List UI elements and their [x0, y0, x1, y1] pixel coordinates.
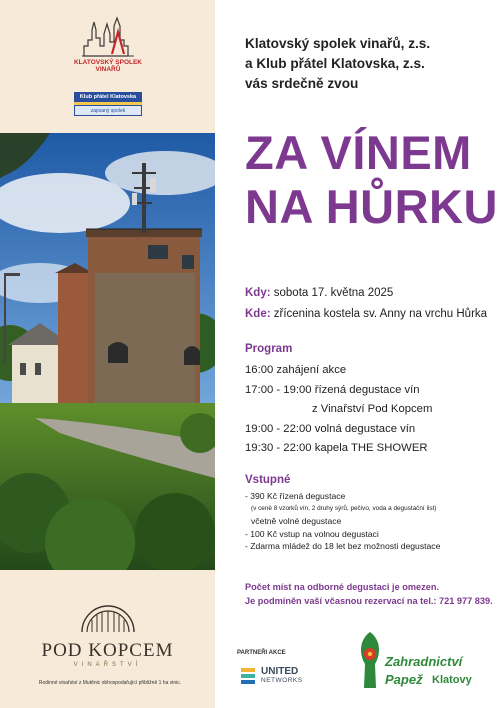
where-value: zřícenina kostela sv. Anny na vrchu Hůrka [273, 308, 488, 320]
zahradnictvi-papez-logo [355, 630, 495, 690]
note-line: Je podmíněn vaší včasnou rezervací na tel.: 721 977 839. [245, 596, 493, 606]
program-item: 19:30 - 22:00 kapela THE SHOWER [245, 442, 428, 454]
kpk-logo [74, 92, 142, 117]
headline-line: ZA VÍNEM [245, 126, 472, 179]
united-networks-line2: NETWORKS [261, 677, 303, 684]
headline-line: NA HŮRKU [245, 180, 498, 233]
flower-tree-icon [355, 630, 385, 690]
admission-item: - 390 Kč řízená degustace [245, 491, 346, 501]
left-footer-text: Rodinné vinařství z Mutěnic obhospodařující přibližně 1 ha vinic. [38, 680, 182, 686]
left-panel [0, 0, 215, 708]
kpk-logo-subtitle: zapsaný spolek [74, 105, 142, 116]
admission-item: (v ceně 8 vzorků vín, 2 druhy sýrů, pečivo, voda a degustační list) [251, 504, 437, 512]
program-list [245, 362, 500, 460]
intro-line: a Klub přátel Klatovska, z.s. [245, 56, 425, 71]
pod-kopcem-logo [30, 600, 185, 668]
note-line: Počet míst na odborné degustaci je omezen. [245, 582, 440, 592]
pod-kopcem-title: POD KOPCEM [41, 640, 174, 661]
zahradnictvi-line2: Papež [385, 672, 423, 687]
spolek-logo [68, 16, 148, 73]
intro-line: Klatovský spolek vinařů, z.s. [245, 36, 431, 51]
intro-line: vás srdečně zvou [245, 76, 359, 91]
program-item: 19:00 - 22:00 volná degustace vín [245, 422, 416, 435]
admission-item: včetně volné degustace [251, 516, 342, 526]
admission-heading: Vstupné [245, 474, 291, 486]
admission-item: - 100 Kč vstup na volnou degustaci [245, 528, 379, 539]
event-headline [245, 126, 500, 234]
program-heading: Program [245, 343, 293, 355]
united-networks-logo [239, 665, 319, 687]
tower-photo [0, 133, 215, 570]
arch-icon [78, 600, 138, 634]
united-networks-icon [239, 666, 257, 686]
admission-list [245, 490, 500, 553]
when-value: sobota 17. května 2025 [273, 287, 394, 299]
program-item: z Vinařství Pod Kopcem [312, 403, 433, 415]
admission-item: - Zdarma mládež do 18 let bez možnosti degustace [245, 541, 441, 551]
when-label: Kdy: [245, 287, 271, 299]
reservation-note [245, 580, 500, 608]
zahradnictvi-line1: Zahradnictví [385, 654, 463, 669]
zahradnictvi-line3: Klatovy [432, 674, 472, 686]
program-item: 17:00 - 19:00 řízená degustace vín [245, 383, 420, 396]
right-panel [215, 0, 500, 708]
where-row [245, 308, 500, 320]
spolek-logo-text: KLATOVSKÝ SPOLEK VINAŘŮ [73, 59, 143, 73]
invitation-intro [245, 34, 495, 94]
when-row [245, 287, 500, 299]
united-networks-line1: UNITED [261, 666, 299, 677]
pod-kopcem-subtitle: VINAŘSTVÍ [73, 662, 142, 668]
where-label: Kde: [245, 308, 271, 320]
partners-label: PARTNEŘI AKCE [237, 650, 286, 656]
town-skyline-icon [78, 16, 138, 58]
kpk-logo-title: Klub přátel Klatovska [74, 92, 142, 102]
program-item: 16:00 zahájení akce [245, 364, 347, 376]
